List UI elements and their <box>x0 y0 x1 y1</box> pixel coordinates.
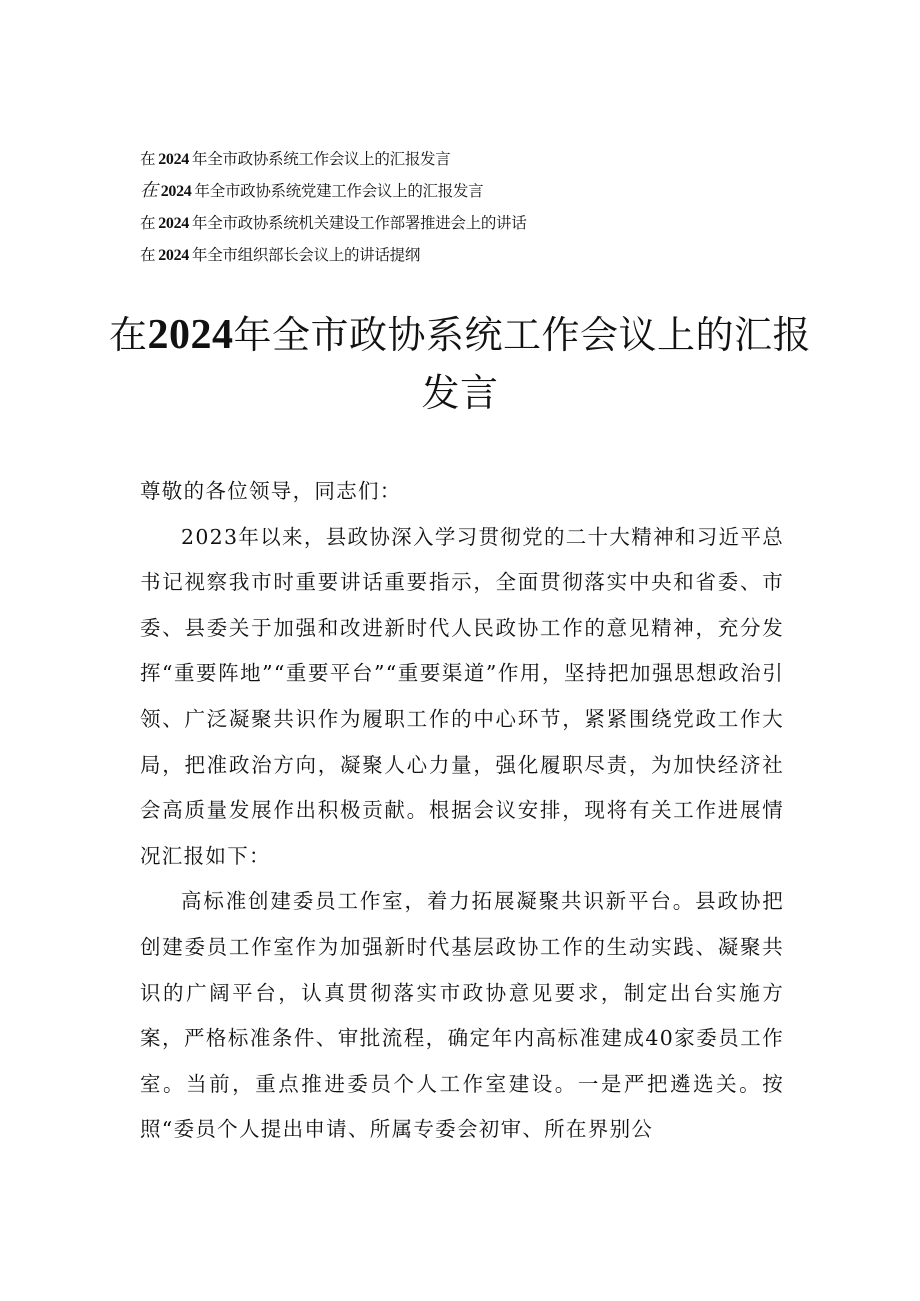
title-prefix: 在 <box>108 313 148 357</box>
toc-item-prefix: 在 <box>140 180 158 201</box>
toc-item-year: 2024 <box>158 247 190 264</box>
document-body <box>140 469 784 1153</box>
toc-item-text: 年全市政协系统工作会议上的汇报发言 <box>192 150 451 168</box>
title-text: 年全市政协系统工作会议上的汇报发言 <box>233 313 812 415</box>
toc-item-prefix: 在 <box>140 214 156 232</box>
toc-item-text: 年全市政协系统党建工作会议上的汇报发言 <box>194 182 484 200</box>
toc-item-3[interactable] <box>140 207 780 239</box>
toc-item-year: 2024 <box>158 151 190 168</box>
title-year: 2024 <box>147 312 234 358</box>
toc-item-text: 年全市组织部长会议上的讲话提纲 <box>192 246 421 264</box>
body-paragraph-2: 高标准创建委员工作室，着力拓展凝聚共识新平台。县政协把创建委员工作室作为加强新时代基层政协工作的生动实践、凝聚共识的广阔平台，认真贯彻落实市政协意见要求，制定出台实施方案，严格标准条件、审批流程，确定年内高标准建成40家委员工作室。当前，重点推进委员个人工作室建设。一是严把遴选关。按照“委员个人提出申请、所属专委会初审、所在界别公 <box>140 889 784 1142</box>
toc-item-2[interactable] <box>140 175 780 207</box>
toc-item-prefix: 在 <box>140 150 156 168</box>
toc-item-prefix: 在 <box>140 246 156 264</box>
toc-item-year: 2024 <box>158 215 190 232</box>
toc-item-4[interactable] <box>140 239 780 271</box>
toc-item-year: 2024 <box>160 183 192 200</box>
toc-item-text: 年全市政协系统机关建设工作部署推进会上的讲话 <box>192 214 527 232</box>
document-title <box>100 306 820 422</box>
toc-item-1[interactable] <box>140 143 780 175</box>
body-paragraph-1: 2023年以来，县政协深入学习贯彻党的二十大精神和习近平总书记视察我市时重要讲话重要指示，全面贯彻落实中央和省委、市委、县委关于加强和改进新时代人民政协工作的意见精神，充分发挥“重要阵地”“重要平台”“重要渠道”作用，坚持把加强思想政治引领、广泛凝聚共识作为履职工作的中心环节，紧紧围绕党政工作大局，把准政治方向，凝聚人心力量，强化履职尽责，为加快经济社会高质量发展作出积极贡献。根据会议安排，现将有关工作进展情况汇报如下： <box>140 524 784 868</box>
table-of-contents <box>140 143 780 271</box>
salutation: 尊敬的各位领导，同志们： <box>140 479 402 503</box>
